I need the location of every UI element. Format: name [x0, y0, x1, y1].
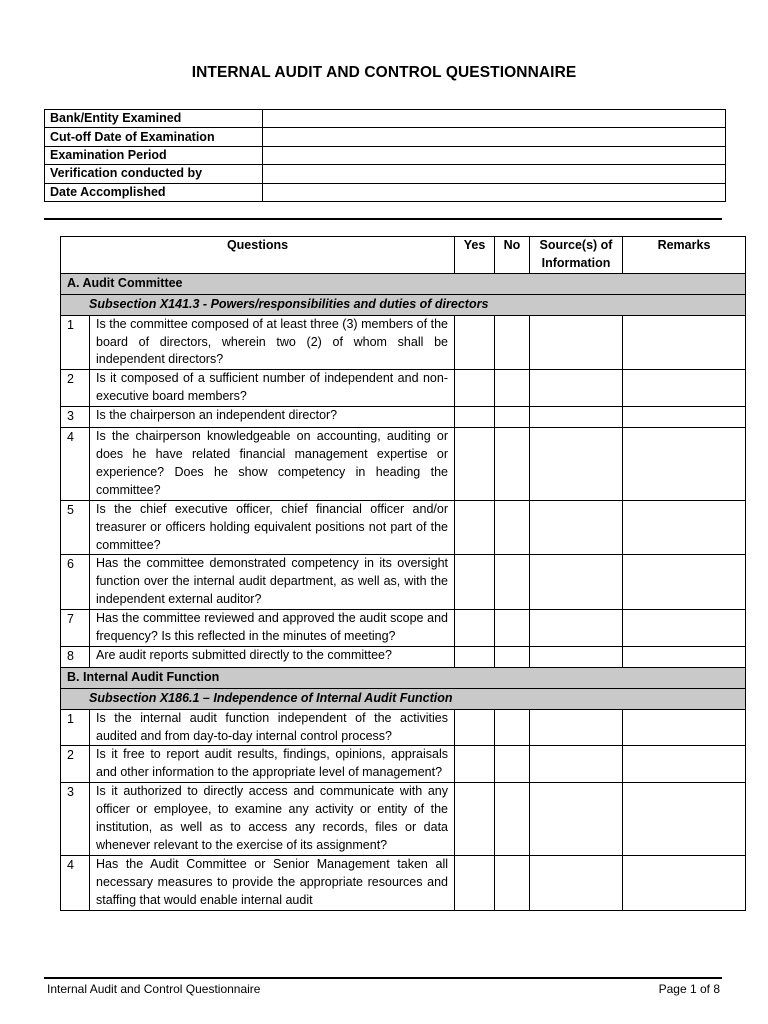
yes-cell[interactable] [455, 855, 495, 910]
info-label: Examination Period [45, 146, 263, 164]
remarks-cell[interactable] [623, 428, 746, 501]
yes-cell[interactable] [455, 709, 495, 746]
question-text: Has the committee reviewed and approved the audit scope and frequency? Is this reflected in the minutes of meeting? [90, 610, 455, 647]
document-title: INTERNAL AUDIT AND CONTROL QUESTIONNAIRE [191, 64, 577, 81]
footer-doc-title: Internal Audit and Control Questionnaire [47, 982, 261, 996]
subsection-label: Subsection X141.3 - Powers/responsibilities and duties of directors [61, 294, 746, 315]
info-value-field[interactable] [263, 146, 726, 164]
remarks-cell[interactable] [623, 370, 746, 407]
question-number: 2 [61, 370, 90, 407]
question-row [61, 555, 746, 610]
remarks-cell[interactable] [623, 500, 746, 555]
remarks-header: Remarks [623, 237, 746, 274]
question-number: 1 [61, 315, 90, 370]
info-label: Cut-off Date of Examination [45, 128, 263, 146]
question-number: 7 [61, 610, 90, 647]
source-header: Source(s) of Information [530, 237, 623, 274]
source-cell[interactable] [530, 709, 623, 746]
question-number: 8 [61, 646, 90, 667]
yes-cell[interactable] [455, 500, 495, 555]
yes-cell[interactable] [455, 428, 495, 501]
question-row [61, 746, 746, 783]
no-cell[interactable] [495, 746, 530, 783]
question-text: Has the Audit Committee or Senior Management taken all necessary measures to provide the appropriate resources and staffing that would enable internal audit [90, 855, 455, 910]
questionnaire-table [60, 236, 746, 911]
remarks-cell[interactable] [623, 555, 746, 610]
question-text: Is the chairperson knowledgeable on accounting, auditing or does he have related financial management expertise or experience? Does he show competency in heading the committee? [90, 428, 455, 501]
remarks-cell[interactable] [623, 783, 746, 856]
question-row [61, 428, 746, 501]
question-number: 5 [61, 500, 90, 555]
question-number: 3 [61, 783, 90, 856]
no-cell[interactable] [495, 407, 530, 428]
question-text: Is the chief executive officer, chief financial officer and/or treasurer or officers holding equivalent positions not part of the committee? [90, 500, 455, 555]
question-row [61, 783, 746, 856]
question-text: Is it authorized to directly access and communicate with any officer or employee, to examine any activity or entity of the institution, as well as to access any records, files or data whenever relevant to the exercise of its assignment? [90, 783, 455, 856]
source-cell[interactable] [530, 646, 623, 667]
section-row [61, 273, 746, 294]
remarks-cell[interactable] [623, 709, 746, 746]
question-text: Are audit reports submitted directly to the committee? [90, 646, 455, 667]
no-cell[interactable] [495, 555, 530, 610]
source-cell[interactable] [530, 407, 623, 428]
source-cell[interactable] [530, 555, 623, 610]
section-label: B. Internal Audit Function [61, 667, 746, 688]
source-cell[interactable] [530, 370, 623, 407]
info-value-field[interactable] [263, 128, 726, 146]
question-number: 4 [61, 428, 90, 501]
question-number: 1 [61, 709, 90, 746]
remarks-cell[interactable] [623, 610, 746, 647]
question-text: Is the chairperson an independent director? [90, 407, 455, 428]
question-number: 3 [61, 407, 90, 428]
question-row [61, 407, 746, 428]
question-row [61, 709, 746, 746]
remarks-cell[interactable] [623, 646, 746, 667]
no-cell[interactable] [495, 610, 530, 647]
info-value-field[interactable] [263, 165, 726, 183]
question-text: Is the committee composed of at least three (3) members of the board of directors, wherein two (2) of whom shall be independent directors? [90, 315, 455, 370]
table-header-row [61, 237, 746, 274]
no-cell[interactable] [495, 370, 530, 407]
section-label: A. Audit Committee [61, 273, 746, 294]
no-cell[interactable] [495, 315, 530, 370]
question-number: 2 [61, 746, 90, 783]
remarks-cell[interactable] [623, 746, 746, 783]
question-row [61, 646, 746, 667]
info-row [45, 165, 726, 183]
no-cell[interactable] [495, 646, 530, 667]
question-text: Is the internal audit function independent of the activities audited and from day-to-day internal control process? [90, 709, 455, 746]
source-cell[interactable] [530, 610, 623, 647]
info-row [45, 183, 726, 201]
source-cell[interactable] [530, 428, 623, 501]
yes-cell[interactable] [455, 783, 495, 856]
no-cell[interactable] [495, 855, 530, 910]
source-cell[interactable] [530, 746, 623, 783]
info-row [45, 110, 726, 128]
no-header: No [495, 237, 530, 274]
no-cell[interactable] [495, 709, 530, 746]
question-text: Is it composed of a sufficient number of independent and non-executive board members? [90, 370, 455, 407]
info-label: Verification conducted by [45, 165, 263, 183]
source-cell[interactable] [530, 500, 623, 555]
remarks-cell[interactable] [623, 407, 746, 428]
section-row [61, 667, 746, 688]
yes-cell[interactable] [455, 746, 495, 783]
yes-cell[interactable] [455, 370, 495, 407]
yes-header: Yes [455, 237, 495, 274]
question-row [61, 500, 746, 555]
question-row [61, 610, 746, 647]
info-value-field[interactable] [263, 110, 726, 128]
source-cell[interactable] [530, 783, 623, 856]
questions-header: Questions [61, 237, 455, 274]
yes-cell[interactable] [455, 646, 495, 667]
yes-cell[interactable] [455, 555, 495, 610]
page-number: Page 1 of 8 [658, 982, 720, 996]
no-cell[interactable] [495, 783, 530, 856]
exam-info-table [44, 109, 726, 202]
info-label: Date Accomplished [45, 183, 263, 201]
source-cell[interactable] [530, 315, 623, 370]
question-text: Has the committee demonstrated competency in its oversight function over the internal audit department, as well as, with the independent external auditor? [90, 555, 455, 610]
question-row [61, 855, 746, 910]
question-number: 6 [61, 555, 90, 610]
remarks-cell[interactable] [623, 855, 746, 910]
info-label: Bank/Entity Examined [45, 110, 263, 128]
info-row [45, 128, 726, 146]
question-number: 4 [61, 855, 90, 910]
info-row [45, 146, 726, 164]
yes-cell[interactable] [455, 315, 495, 370]
footer-divider [44, 977, 722, 979]
yes-cell[interactable] [455, 610, 495, 647]
no-cell[interactable] [495, 500, 530, 555]
subsection-row [61, 294, 746, 315]
subsection-row [61, 688, 746, 709]
subsection-label: Subsection X186.1 – Independence of Internal Audit Function [61, 688, 746, 709]
info-value-field[interactable] [263, 183, 726, 201]
question-text: Is it free to report audit results, findings, opinions, appraisals and other information to the appropriate level of management? [90, 746, 455, 783]
no-cell[interactable] [495, 428, 530, 501]
yes-cell[interactable] [455, 407, 495, 428]
remarks-cell[interactable] [623, 315, 746, 370]
question-row [61, 370, 746, 407]
header-divider [44, 218, 722, 220]
source-cell[interactable] [530, 855, 623, 910]
question-row [61, 315, 746, 370]
